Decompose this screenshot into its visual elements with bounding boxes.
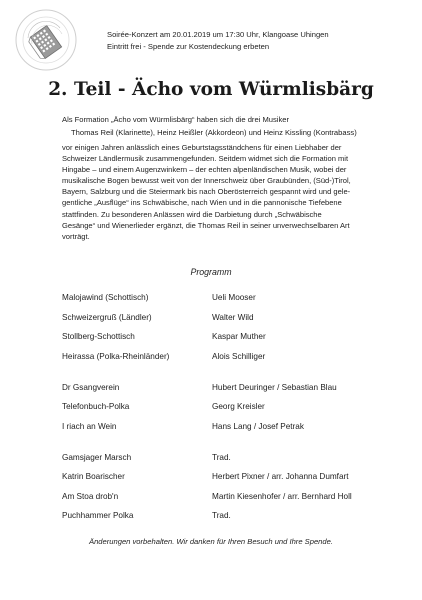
program-row (62, 421, 382, 441)
accordion-logo-icon (14, 8, 78, 72)
paragraph-line: gentliche „Ausflüge“ ins Schwäbische, nach Wien und in die pannonische Tiefebene (62, 198, 342, 208)
intro-musicians-line: Thomas Reil (Klarinette), Heinz Heißler (Akkordeon) und Heinz Kissling (Kontrabass) (71, 128, 357, 137)
program-list (62, 292, 382, 541)
piece-title: Stollberg-Schottisch (62, 332, 135, 341)
program-row (62, 491, 382, 511)
paragraph-line: musikalische Bogen bewusst weit von der Innerschweiz über Graubünden, (Süd-)Tirol, (62, 176, 351, 186)
composer-name: Hubert Deuringer / Sebastian Blau (212, 382, 337, 392)
paragraph-line: vor einigen Jahren anlässlich eines Geburtstagsständchens für einen Liebhaber der (62, 143, 342, 152)
program-row (62, 452, 382, 472)
paragraph-line: vorträgt. (62, 231, 90, 241)
footer-note: Änderungen vorbehalten. Wir danken für Ihren Besuch und Ihre Spende. (89, 537, 333, 546)
program-row (62, 382, 382, 402)
intro-line-1: Als Formation „Ächo vom Würmlisbärg“ haben sich die drei Musiker (62, 115, 290, 124)
piece-title: Heirassa (Polka-Rheinländer) (62, 351, 170, 361)
program-row (62, 510, 382, 530)
paragraph-line: Schweizer Ländlermusik zusammengefunden. Seitdem widmet sich die Formation mit (62, 154, 349, 164)
paragraph-line: Hingabe – und einem Augenzwinkern – der echten alpenländischen Musik, wobei der (62, 165, 347, 175)
composer-name: Trad. (212, 452, 231, 462)
composer-name: Ueli Mooser (212, 293, 256, 302)
program-group (62, 382, 382, 441)
description-paragraph (62, 142, 372, 242)
composer-name: Alois Schilliger (212, 351, 266, 361)
program-row (62, 331, 382, 351)
program-heading: Programm (190, 267, 232, 277)
composer-name: Georg Kreisler (212, 402, 265, 411)
piece-title: Am Stoa drob'n (62, 491, 119, 501)
concert-info-line: Soirée-Konzert am 20.01.2019 um 17:30 Uhr, Klangoase Uhingen (107, 30, 329, 39)
composer-name: Kaspar Muther (212, 332, 266, 341)
program-row (62, 351, 382, 371)
program-row (62, 312, 382, 332)
paragraph-line: Bayern, Salzburg und die Steiermark bis nach Oberösterreich gespannt wird und gele- (62, 187, 351, 197)
page-title: 2. Teil - Ächo vom Würmlisbärg (48, 79, 374, 100)
composer-name: Trad. (212, 511, 231, 520)
program-row (62, 292, 382, 312)
paragraph-line: Gesänge“ und Wienerlieder ergänzt, die Thomas Reil in seiner unverwechselbaren Art (62, 220, 350, 230)
admission-info-line: Eintritt frei - Spende zur Kostendeckung erbeten (107, 42, 270, 51)
orchestra-logo (14, 8, 78, 72)
piece-title: Dr Gsangverein (62, 382, 120, 392)
piece-title: Telefonbuch-Polka (62, 402, 130, 411)
piece-title: Katrin Boarischer (62, 472, 125, 481)
composer-name: Martin Kiesenhofer / arr. Bernhard Holl (212, 491, 352, 501)
program-group (62, 292, 382, 370)
piece-title: I riach an Wein (62, 421, 117, 431)
program-row (62, 401, 382, 421)
piece-title: Gamsjager Marsch (62, 452, 132, 462)
piece-title: Malojawind (Schottisch) (62, 293, 149, 302)
piece-title: Schweizergruß (Ländler) (62, 312, 152, 322)
composer-name: Herbert Pixner / arr. Johanna Dumfart (212, 472, 349, 481)
program-group (62, 452, 382, 530)
program-row (62, 471, 382, 491)
paragraph-line: stattfinden. Zu besonderen Anlässen wird die Darbietung durch „Schwäbische (62, 209, 322, 219)
composer-name: Walter Wild (212, 312, 254, 322)
composer-name: Hans Lang / Josef Petrak (212, 421, 304, 431)
piece-title: Puchhammer Polka (62, 511, 134, 520)
